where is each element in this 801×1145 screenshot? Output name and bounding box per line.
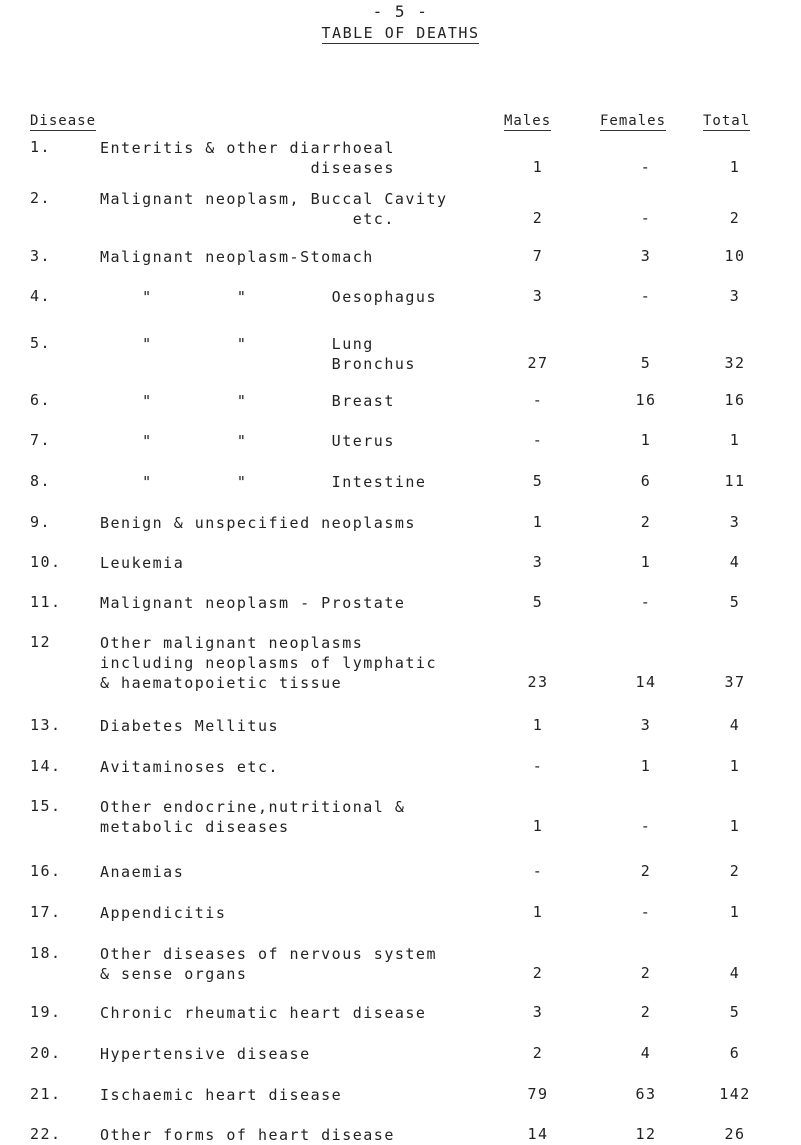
females-count: 4: [640, 1044, 652, 1062]
row-number: 1.: [30, 138, 52, 156]
males-count: 23: [527, 673, 549, 691]
row-number: 17.: [30, 903, 62, 921]
header-disease: Disease: [30, 113, 97, 129]
disease-description: Hypertensive disease: [100, 1045, 311, 1063]
page-title: [0, 24, 801, 42]
row-number: 3.: [30, 247, 52, 265]
total-count: 2: [729, 862, 741, 880]
females-count: 6: [640, 472, 652, 490]
females-count: -: [640, 209, 652, 227]
males-count: 2: [532, 1044, 544, 1062]
males-count: -: [532, 431, 544, 449]
females-count: 1: [640, 553, 652, 571]
row-number: 13.: [30, 716, 62, 734]
disease-description: Malignant neoplasm, Buccal Cavity etc.: [100, 190, 448, 228]
total-count: 6: [729, 1044, 741, 1062]
males-count: 5: [532, 472, 544, 490]
header-males: Males: [504, 113, 552, 129]
row-number: 15.: [30, 797, 62, 815]
females-count: 5: [640, 354, 652, 372]
total-count: 11: [724, 472, 746, 490]
females-count: 12: [635, 1125, 657, 1143]
row-number: 8.: [30, 472, 52, 490]
females-count: 3: [640, 716, 652, 734]
total-count: 5: [729, 593, 741, 611]
total-count: 10: [724, 247, 746, 265]
row-number: 9.: [30, 513, 52, 531]
row-number: 12: [30, 633, 52, 651]
disease-description: " " Oesophagus: [100, 288, 437, 306]
row-number: 11.: [30, 593, 62, 611]
females-count: 2: [640, 964, 652, 982]
row-number: 22.: [30, 1125, 62, 1143]
disease-description: " " Breast: [100, 392, 395, 410]
males-count: 1: [532, 716, 544, 734]
total-count: 4: [729, 964, 741, 982]
females-count: -: [640, 593, 652, 611]
females-count: 16: [635, 391, 657, 409]
total-count: 4: [729, 716, 741, 734]
row-number: 2.: [30, 189, 52, 207]
total-count: 26: [724, 1125, 746, 1143]
males-count: 3: [532, 287, 544, 305]
females-count: -: [640, 817, 652, 835]
females-count: -: [640, 158, 652, 176]
page-title-text: TABLE OF DEATHS: [321, 24, 480, 42]
disease-description: Malignant neoplasm-Stomach: [100, 248, 374, 266]
row-number: 10.: [30, 553, 62, 571]
total-count: 4: [729, 553, 741, 571]
females-count: 1: [640, 431, 652, 449]
males-count: 2: [532, 964, 544, 982]
females-count: 2: [640, 1003, 652, 1021]
row-number: 21.: [30, 1085, 62, 1103]
males-count: 79: [527, 1085, 549, 1103]
disease-description: Anaemias: [100, 863, 185, 881]
row-number: 5.: [30, 334, 52, 352]
disease-description: " " Intestine: [100, 473, 427, 491]
page-number: - 5 -: [372, 2, 429, 21]
disease-description: Other diseases of nervous system & sense organs: [100, 945, 437, 983]
females-count: 2: [640, 862, 652, 880]
total-count: 1: [729, 158, 741, 176]
total-count: 1: [729, 431, 741, 449]
disease-description: Benign & unspecified neoplasms: [100, 514, 416, 532]
total-count: 5: [729, 1003, 741, 1021]
females-count: -: [640, 287, 652, 305]
disease-description: Malignant neoplasm - Prostate: [100, 594, 406, 612]
males-count: 3: [532, 1003, 544, 1021]
row-number: 20.: [30, 1044, 62, 1062]
females-count: 1: [640, 757, 652, 775]
disease-description: Diabetes Mellitus: [100, 717, 280, 735]
row-number: 18.: [30, 944, 62, 962]
total-count: 2: [729, 209, 741, 227]
header-females: Females: [600, 113, 667, 129]
males-count: -: [532, 391, 544, 409]
males-count: 1: [532, 817, 544, 835]
males-count: -: [532, 757, 544, 775]
disease-description: " " Uterus: [100, 432, 395, 450]
males-count: 5: [532, 593, 544, 611]
row-number: 6.: [30, 391, 52, 409]
disease-description: Leukemia: [100, 554, 185, 572]
disease-description: Other malignant neoplasms including neoplasms of lymphatic & haematopoietic tissue: [100, 634, 437, 692]
males-count: 1: [532, 158, 544, 176]
total-count: 37: [724, 673, 746, 691]
males-count: 3: [532, 553, 544, 571]
disease-description: Ischaemic heart disease: [100, 1086, 343, 1104]
header-total: Total: [703, 113, 751, 129]
row-number: 14.: [30, 757, 62, 775]
row-number: 7.: [30, 431, 52, 449]
disease-description: Enteritis & other diarrhoeal diseases: [100, 139, 395, 177]
females-count: 2: [640, 513, 652, 531]
disease-description: Other forms of heart disease: [100, 1126, 395, 1144]
disease-description: Chronic rheumatic heart disease: [100, 1004, 427, 1022]
row-number: 4.: [30, 287, 52, 305]
males-count: 1: [532, 513, 544, 531]
disease-description: " " Lung Bronchus: [142, 335, 416, 373]
disease-description: Appendicitis: [100, 904, 227, 922]
total-count: 1: [729, 903, 741, 921]
females-count: -: [640, 903, 652, 921]
males-count: 7: [532, 247, 544, 265]
males-count: 2: [532, 209, 544, 227]
total-count: 16: [724, 391, 746, 409]
males-count: 14: [527, 1125, 549, 1143]
males-count: 27: [527, 354, 549, 372]
total-count: 1: [729, 817, 741, 835]
total-count: 142: [719, 1085, 751, 1103]
total-count: 32: [724, 354, 746, 372]
females-count: 63: [635, 1085, 657, 1103]
females-count: 3: [640, 247, 652, 265]
total-count: 3: [729, 513, 741, 531]
total-count: 1: [729, 757, 741, 775]
males-count: 1: [532, 903, 544, 921]
row-number: 19.: [30, 1003, 62, 1021]
males-count: -: [532, 862, 544, 880]
total-count: 3: [729, 287, 741, 305]
disease-description: Other endocrine,nutritional & metabolic diseases: [100, 798, 406, 836]
disease-description: Avitaminoses etc.: [100, 758, 280, 776]
row-number: 16.: [30, 862, 62, 880]
females-count: 14: [635, 673, 657, 691]
